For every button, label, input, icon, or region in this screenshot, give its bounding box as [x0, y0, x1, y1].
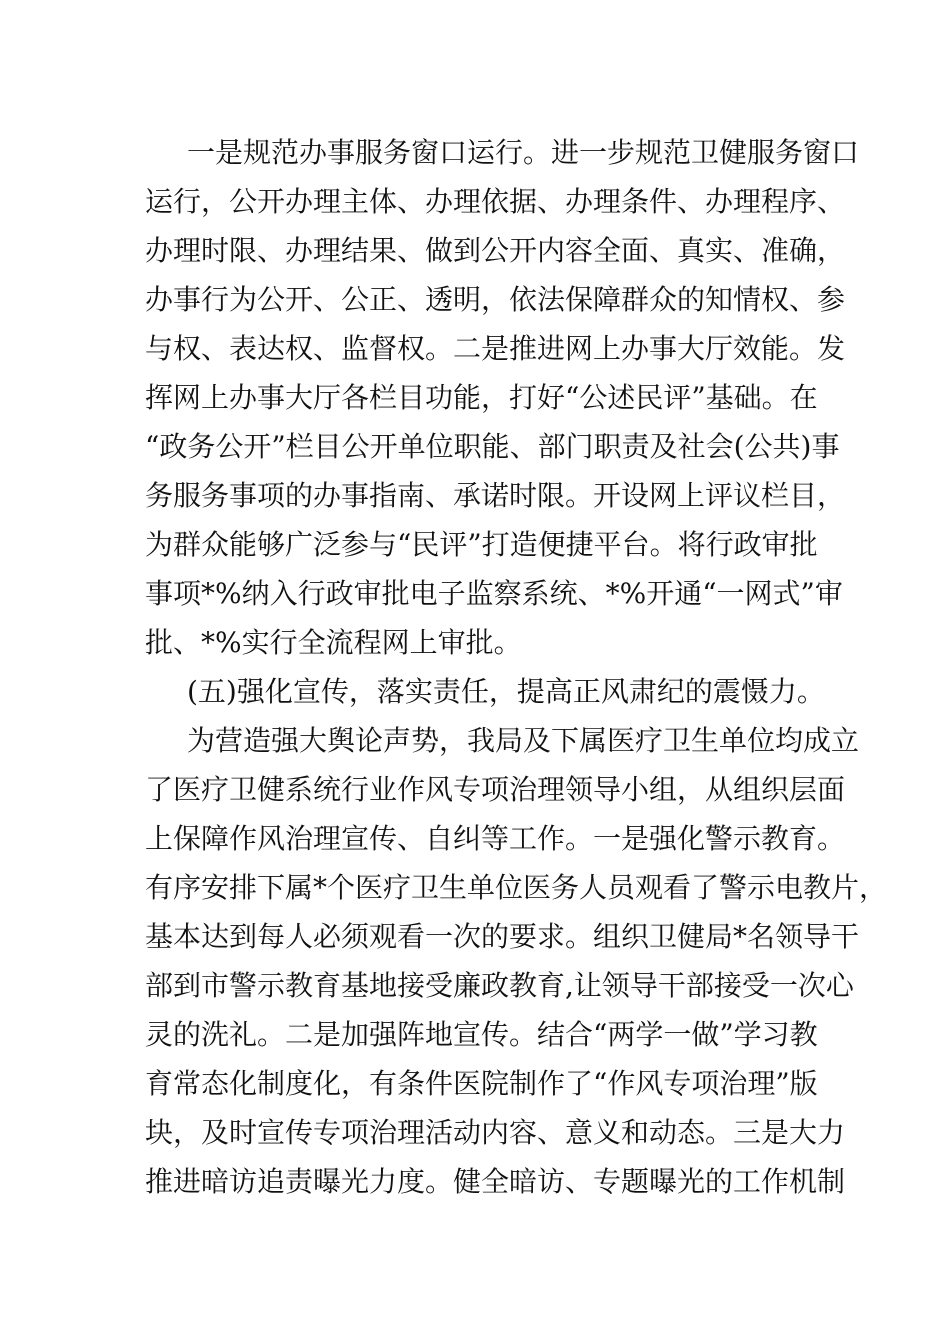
paragraph-publicity	[145, 716, 888, 1206]
paragraph-line: 为营造强大舆论声势，我局及下属医疗卫生单位均成立	[187, 724, 860, 757]
paragraph-line: 育常态化制度化，有条件医院制作了“作风专项治理”版	[145, 1067, 818, 1100]
paragraph-line: 为群众能够广泛参与“民评”打造便捷平台。将行政审批	[145, 528, 818, 561]
paragraph-line: 灵的洗礼。二是加强阵地宣传。结合“两学一做”学习教	[145, 1018, 818, 1051]
paragraph-line: 有序安排下属*个医疗卫生单位医务人员观看了警示电教片，	[145, 871, 888, 904]
document-body	[145, 128, 888, 1206]
section-heading-5: (五)强化宣传，落实责任，提高正风肃纪的震慑力。	[187, 675, 825, 708]
paragraph-line: 与权、表达权、监督权。二是推进网上办事大厅效能。发	[145, 332, 846, 365]
paragraph-line: 部到市警示教育基地接受廉政教育,让领导干部接受一次心	[145, 969, 854, 1002]
paragraph-line: 推进暗访追责曝光力度。健全暗访、专题曝光的工作机制	[145, 1165, 846, 1198]
paragraph-line: 务服务事项的办事指南、承诺时限。开设网上评议栏目，	[145, 479, 846, 512]
paragraph-line: 挥网上办事大厅各栏目功能，打好“公述民评”基础。在	[145, 381, 818, 414]
paragraph-line: “政务公开”栏目公开单位职能、部门职责及社会(公共)事	[145, 430, 840, 463]
paragraph-line: 批、*%实行全流程网上审批。	[145, 626, 522, 659]
paragraph-line: 块，及时宣传专项治理活动内容、意义和动态。三是大力	[145, 1116, 846, 1149]
paragraph-line: 了医疗卫健系统行业作风专项治理领导小组，从组织层面	[145, 773, 846, 806]
paragraph-line: 办事行为公开、公正、透明，依法保障群众的知情权、参	[145, 283, 846, 316]
paragraph-window-services	[145, 128, 860, 667]
paragraph-line: 事项*%纳入行政审批电子监察系统、*%开通“一网式”审	[145, 577, 843, 610]
paragraph-line: 上保障作风治理宣传、自纠等工作。一是强化警示教育。	[145, 822, 846, 855]
paragraph-line: 基本达到每人必须观看一次的要求。组织卫健局*名领导干	[145, 920, 860, 953]
paragraph-line: 一是规范办事服务窗口运行。进一步规范卫健服务窗口	[187, 136, 860, 169]
paragraph-line: 运行，公开办理主体、办理依据、办理条件、办理程序、	[145, 185, 846, 218]
paragraph-line: 办理时限、办理结果、做到公开内容全面、真实、准确，	[145, 234, 846, 267]
